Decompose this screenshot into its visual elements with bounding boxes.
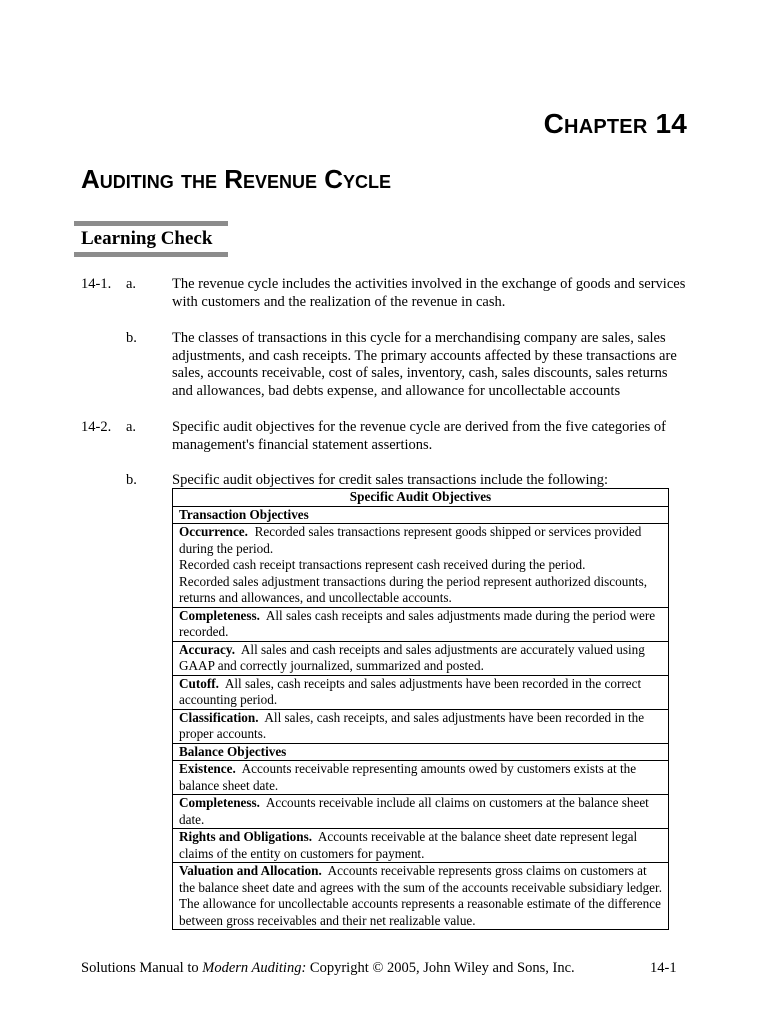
table-row (173, 761, 669, 795)
section-heading: Learning Check (81, 228, 213, 249)
footer-copyright: Copyright © 2005, John Wiley and Sons, Inc. (309, 960, 575, 976)
part-letter: b. (126, 330, 137, 346)
footer-text (81, 960, 575, 977)
section-rule-bottom (74, 252, 228, 257)
table-row (173, 675, 669, 709)
objective-lead: Rights and Obligations. (179, 829, 313, 844)
objective-text: Accounts receivable represents gross claims on customers at the balance sheet date and agrees with the sum of the accounts receivable subsidiary ledger. The allowance for uncollectable accounts represents a reasonable estimate of the difference between gross receivables and their net realizable value. (179, 863, 662, 928)
question-number: 14-2. (81, 419, 112, 435)
objective-text: All sales, cash receipts, and sales adjustments have been recorded in the proper accounts. (179, 709, 645, 741)
answer-paragraph: The classes of transactions in this cycle for a merchandising company are sales, sales adjustments, and cash receipts. The primary accounts affected by these transactions are sales, accounts receivable, cost of sales, inventory, cash, sales discounts, sales returns and allowances, bad debts expense, and allowance for uncollectable accounts (172, 330, 677, 399)
objective-lead: Accuracy. (179, 641, 236, 657)
answer-paragraph: Specific audit objectives for the revenue cycle are derived from the five categories of management's financial statement assertions. (172, 419, 666, 453)
balance-objectives-heading: Balance Objectives (173, 743, 669, 761)
objective-text: Recorded sales adjustment transactions during the period represent authorized discounts, returns and allowances, and uncollectable accounts. (179, 573, 648, 605)
objective-lead: Existence. (179, 761, 236, 776)
chapter-title: Auditing the Revenue Cycle (81, 164, 392, 194)
footer-prefix: Solutions Manual to (81, 960, 199, 976)
table-row (173, 641, 669, 675)
objective-text: All sales cash receipts and sales adjustments made during the period were recorded. (179, 607, 656, 639)
table-row (173, 709, 669, 743)
chapter-number: Chapter 14 (543, 108, 687, 139)
question-number: 14-1. (81, 276, 112, 292)
objective-text: Accounts receivable representing amounts owed by customers exists at the balance sheet date. (179, 761, 637, 793)
table-row (173, 524, 669, 608)
table-header: Specific Audit Objectives (173, 489, 669, 507)
table-row (173, 795, 669, 829)
objective-lead: Occurrence. (179, 524, 248, 539)
section-rule-top (74, 221, 228, 226)
objective-text: Recorded sales transactions represent goods shipped or services provided during the period. (179, 524, 642, 556)
objective-lead: Completeness. (179, 795, 260, 810)
part-letter: a. (126, 276, 137, 292)
objective-text: Accounts receivable at the balance sheet date represent legal claims of the entity on customers for payment. (179, 829, 638, 861)
answer-paragraph: Specific audit objectives for credit sales transactions include the following: (172, 472, 609, 488)
audit-objectives-table (172, 488, 669, 930)
part-letter: a. (126, 419, 137, 435)
objective-text: All sales, cash receipts and sales adjustments have been recorded in the correct accounting period. (179, 675, 642, 707)
part-letter: b. (126, 472, 137, 488)
objective-text: Recorded cash receipt transactions represent cash received during the period. (179, 557, 586, 572)
objective-lead: Classification. (179, 709, 259, 725)
objective-lead: Valuation and Allocation. (179, 863, 322, 878)
objective-text: Accounts receivable include all claims on customers at the balance sheet date. (179, 795, 649, 827)
transaction-objectives-heading: Transaction Objectives (173, 506, 669, 524)
table-row (173, 829, 669, 863)
footer-book-title: Modern Auditing: (202, 960, 307, 976)
page-number: 14-1 (650, 960, 677, 976)
objective-text: All sales and cash receipts and sales adjustments are accurately valued using GAAP and correctly journalized, summarized and posted. (179, 641, 645, 673)
table-row (173, 607, 669, 641)
table-row (173, 863, 669, 930)
objective-lead: Completeness. (179, 607, 260, 623)
answer-paragraph: The revenue cycle includes the activities involved in the exchange of goods and services with customers and the realization of the revenue in cash. (172, 276, 686, 310)
objective-lead: Cutoff. (179, 675, 219, 691)
